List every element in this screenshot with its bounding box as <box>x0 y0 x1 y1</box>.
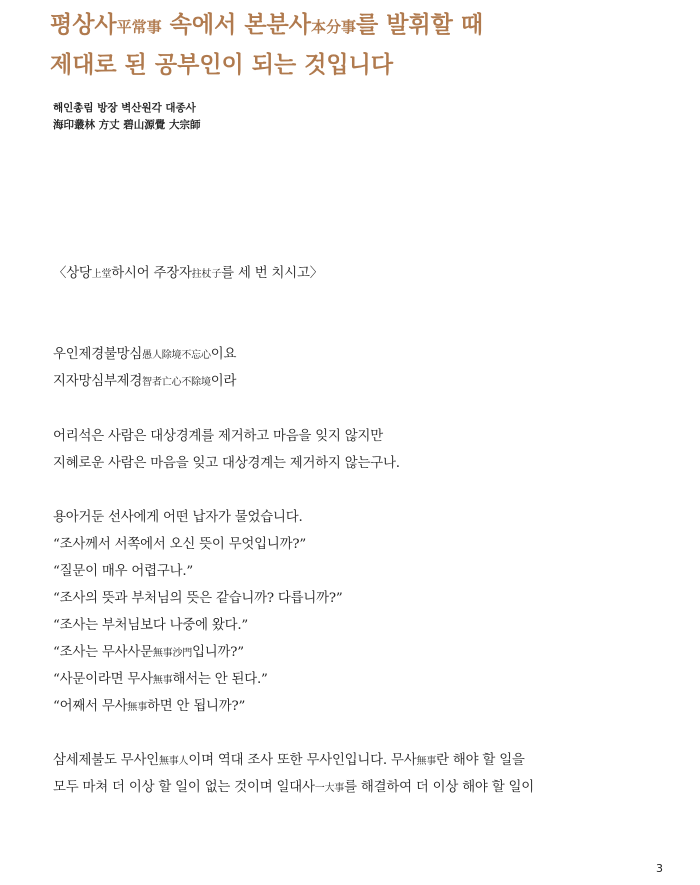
hanja-segment: 無事沙門 <box>152 648 193 659</box>
hanja-segment: 愚人除境不忘心 <box>142 350 211 361</box>
story-line-2: “조사께서 서쪽에서 오신 뜻이 무엇입니까?” <box>53 537 306 552</box>
verse-line-2 <box>53 370 236 389</box>
title-hanja: 本分事 <box>311 18 357 36</box>
author-byline <box>53 100 200 134</box>
sangdang-line <box>53 262 323 281</box>
hanja-segment: 一大事 <box>314 783 345 794</box>
text-segment: “어째서 무사 <box>53 699 128 714</box>
hanja-segment: 拄杖子 <box>191 269 222 280</box>
hanja-segment: 無事人 <box>158 756 189 767</box>
text-segment: 하시어 주장자 <box>111 266 192 281</box>
story-line-5: “조사는 부처님보다 나중에 왔다.” <box>53 618 249 633</box>
text-segment: 〈상당 <box>53 266 92 281</box>
article-title <box>50 6 680 84</box>
text-segment: 하면 안 됩니까?” <box>147 699 246 714</box>
text-segment: 삼세제불도 무사인 <box>53 753 159 768</box>
verse-line-1 <box>53 343 236 362</box>
story-line-4: “조사의 뜻과 부처님의 뜻은 같습니까? 다릅니까?” <box>53 591 343 606</box>
title-line-2: 제대로 된 공부인이 되는 것입니다 <box>50 51 394 78</box>
text-segment: 이요 <box>210 347 237 362</box>
byline-korean: 해인총림 방장 벽산원각 대종사 <box>53 102 196 114</box>
text-segment: 지자망심부제경 <box>53 374 143 389</box>
title-text: 를 발휘할 때 <box>356 11 484 38</box>
story-line-7 <box>53 668 268 687</box>
hanja-segment: 無事 <box>416 756 437 767</box>
text-segment: 입니까?” <box>192 645 244 660</box>
title-hanja: 平常事 <box>116 18 162 36</box>
explanation-line-1: 어리석은 사람은 대상경계를 제거하고 마음을 잊지 않지만 <box>53 429 383 444</box>
title-text: 속에서 본분사 <box>161 11 311 38</box>
story-line-3: “질문이 매우 어렵구나.” <box>53 564 194 579</box>
text-segment: 를 해결하여 더 이상 해야 할 일이 <box>344 780 534 795</box>
hanja-segment: 上堂 <box>91 269 112 280</box>
text-segment: “조사는 무사사문 <box>53 645 153 660</box>
text-segment: 를 세 번 치시고〉 <box>221 266 323 281</box>
text-segment: 이며 역대 조사 또한 무사인입니다. 무사 <box>188 753 417 768</box>
final-line-1 <box>53 749 525 768</box>
title-text: 평상사 <box>50 11 117 38</box>
text-segment: 해서는 안 된다.” <box>172 672 268 687</box>
hanja-segment: 無事 <box>152 675 173 686</box>
byline-hanja: 海印叢林 方丈 碧山源覺 大宗師 <box>53 119 201 131</box>
text-segment: 모두 마쳐 더 이상 할 일이 없는 것이며 일대사 <box>53 780 315 795</box>
story-line-8 <box>53 695 245 714</box>
hanja-segment: 智者亡心不除境 <box>142 377 211 388</box>
story-line-1: 용아거둔 선사에게 어떤 납자가 물었습니다. <box>53 510 303 525</box>
hanja-segment: 無事 <box>127 702 147 713</box>
text-segment: 란 해야 할 일을 <box>436 753 525 768</box>
explanation-line-2: 지혜로운 사람은 마음을 잊고 대상경계는 제거하지 않는구나. <box>53 456 400 471</box>
text-segment: 우인제경불망심 <box>53 347 143 362</box>
final-line-2 <box>53 776 534 795</box>
title-line-1 <box>50 6 680 46</box>
text-segment: “사문이라면 무사 <box>53 672 153 687</box>
page-number: 3 <box>656 862 663 875</box>
story-line-6 <box>53 641 244 660</box>
text-segment: 이라 <box>210 374 237 389</box>
